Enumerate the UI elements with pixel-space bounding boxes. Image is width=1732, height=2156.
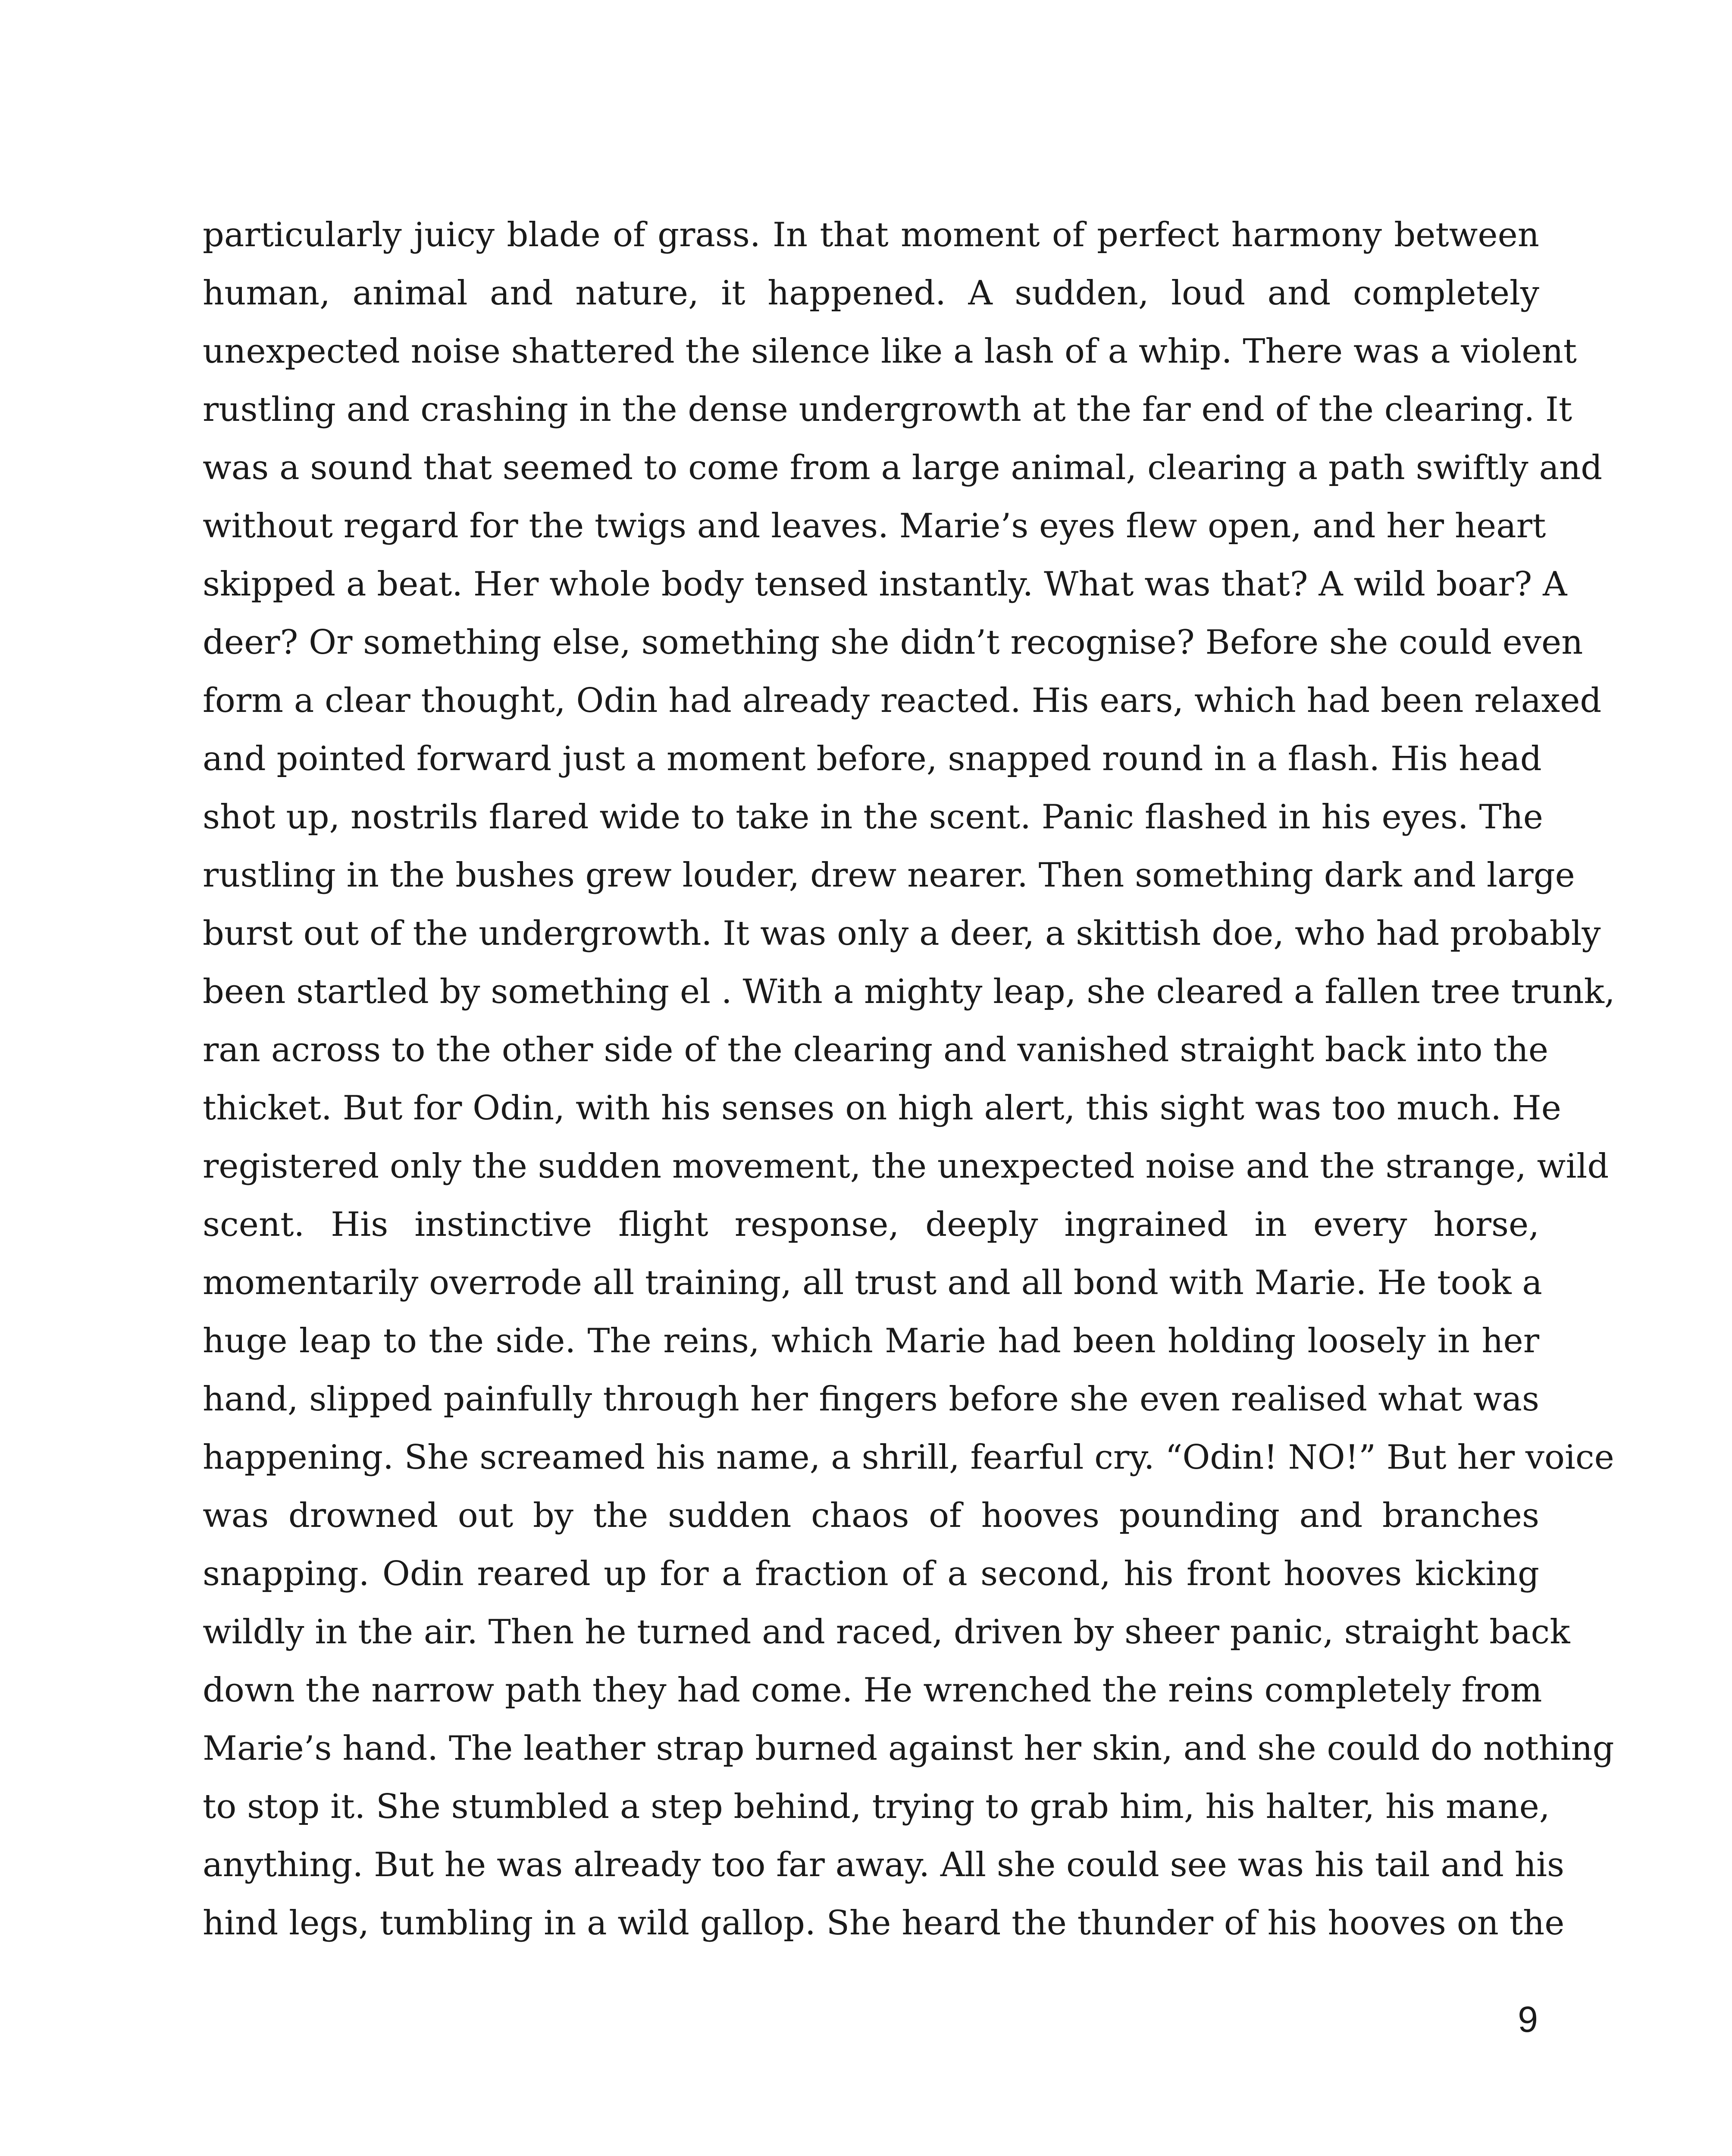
text-line: huge leap to the side. The reins, which Marie had been holding loosely in her	[203, 1322, 1539, 1360]
text-line: unexpected noise shattered the silence like a lash of a whip. There was a violent	[203, 332, 1577, 371]
text-line: rustling and crashing in the dense undergrowth at the far end of the clearing. It	[203, 390, 1572, 429]
text-line: burst out of the undergrowth. It was only a deer, a skittish doe, who had probably	[203, 914, 1601, 953]
text-line: thicket. But for Odin, with his senses on high alert, this sight was too much. He	[203, 1089, 1561, 1128]
text-line: momentarily overrode all training, all trust and all bond with Marie. He took a	[203, 1263, 1542, 1302]
text-line: scent. His instinctive flight response, deeply ingrained in every horse,	[203, 1205, 1539, 1244]
text-line: was a sound that seemed to come from a large animal, clearing a path swiftly and	[203, 448, 1603, 487]
text-line: wildly in the air. Then he turned and raced, driven by sheer panic, straight back	[203, 1613, 1570, 1651]
text-line: human, animal and nature, it happened. A sudden, loud and completely	[203, 274, 1539, 313]
text-line: happening. She screamed his name, a shrill, fearful cry. “Odin! NO!” But her voice	[203, 1438, 1614, 1477]
text-line: registered only the sudden movement, the unexpected noise and the strange, wild	[203, 1147, 1609, 1186]
text-line: shot up, nostrils flared wide to take in the scent. Panic flashed in his eyes. The	[203, 798, 1543, 837]
text-line: without regard for the twigs and leaves. Marie’s eyes flew open, and her heart	[203, 507, 1546, 545]
text-line: and pointed forward just a moment before, snapped round in a flash. His head	[203, 740, 1542, 778]
text-line: been startled by something el . With a mighty leap, she cleared a fallen tree trunk,	[203, 972, 1615, 1011]
text-line: was drowned out by the sudden chaos of hooves pounding and branches	[203, 1496, 1539, 1535]
body-paragraph	[203, 206, 1615, 1952]
text-line: to stop it. She stumbled a step behind, trying to grab him, his halter, his mane,	[203, 1787, 1550, 1826]
text-line: deer? Or something else, something she didn’t recognise? Before she could even	[203, 623, 1583, 662]
text-line: hand, slipped painfully through her fingers before she even realised what was	[203, 1380, 1539, 1419]
text-line: skipped a beat. Her whole body tensed instantly. What was that? A wild boar? A	[203, 565, 1567, 604]
page-number: 9	[1518, 1999, 1538, 2040]
text-line: form a clear thought, Odin had already reacted. His ears, which had been relaxed	[203, 681, 1602, 720]
text-line: snapping. Odin reared up for a fraction of a second, his front hooves kicking	[203, 1554, 1539, 1593]
text-line: particularly juicy blade of grass. In that moment of perfect harmony between	[203, 216, 1539, 254]
text-line: Marie’s hand. The leather strap burned against her skin, and she could do nothing	[203, 1729, 1614, 1768]
text-line: ran across to the other side of the clearing and vanished straight back into the	[203, 1031, 1548, 1069]
text-line: hind legs, tumbling in a wild gallop. She heard the thunder of his hooves on the	[203, 1904, 1565, 1943]
text-line: down the narrow path they had come. He wrenched the reins completely from	[203, 1671, 1542, 1710]
text-line: rustling in the bushes grew louder, drew nearer. Then something dark and large	[203, 856, 1575, 895]
text-line: anything. But he was already too far away. All she could see was his tail and his	[203, 1846, 1565, 1884]
